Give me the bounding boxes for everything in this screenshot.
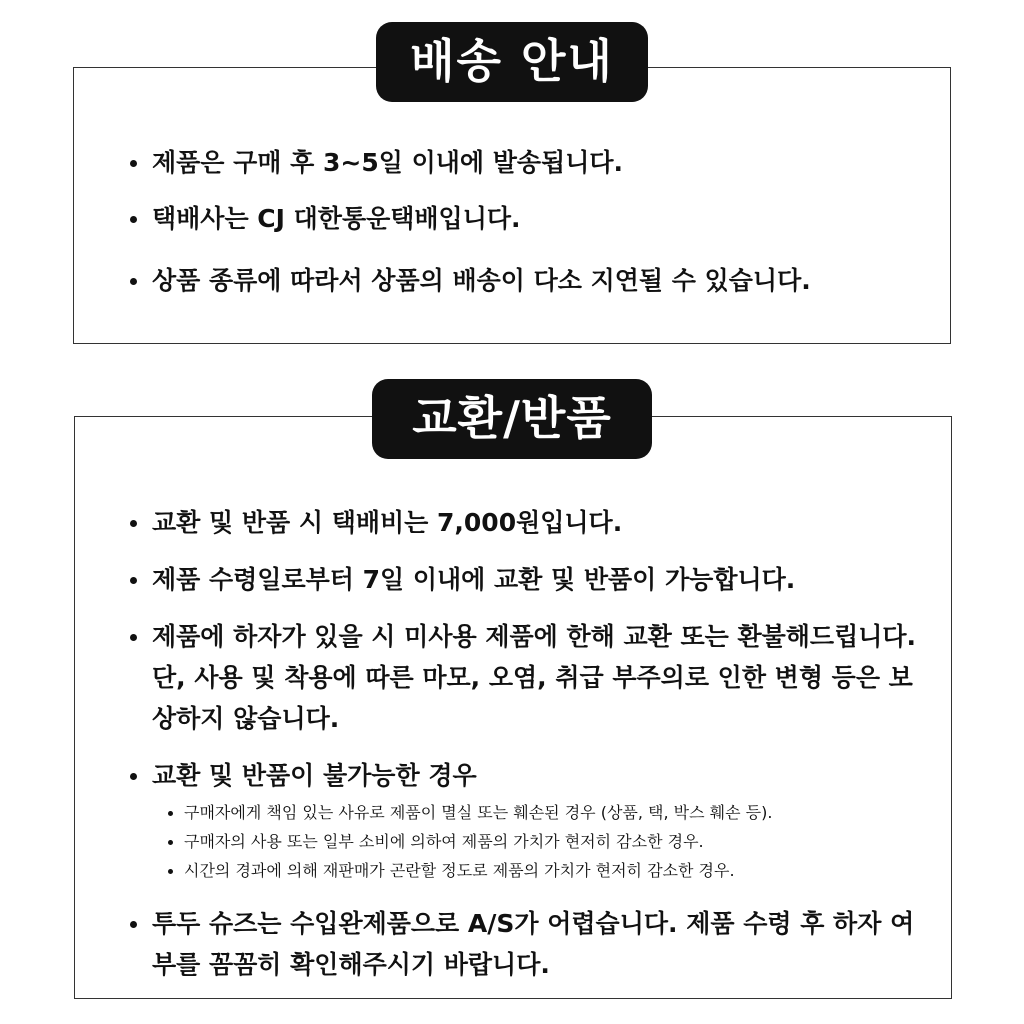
bullet-icon: [130, 216, 137, 223]
bullet-icon: [168, 811, 173, 816]
list-item: 택배사는 CJ 대한통운택배입니다.: [128, 198, 918, 239]
exchange-return-list: [128, 502, 918, 985]
list-item: 교환 및 반품이 불가능한 경우 구매자에게 책임 있는 사유로 제품이 멸실 또는 훼손된 경우 (상품, 택, 박스 훼손 등). 구매자의 사용 또는 일부 소비에 의하여 제품의 가치가 현저히 감소한 경우. 시간의 경과에 의해 재판매가 곤란할 정도로 제품의 가치가 현저히 감소한 경우.: [128, 755, 918, 885]
list-item: 상품 종류에 따라서 상품의 배송이 다소 지연될 수 있습니다.: [128, 260, 918, 301]
list-item: 제품은 구매 후 3~5일 이내에 발송됩니다.: [128, 142, 918, 183]
list-item: 구매자의 사용 또는 일부 소비에 의하여 제품의 가치가 현저히 감소한 경우.: [166, 827, 918, 856]
list-item: 교환 및 반품 시 택배비는 7,000원입니다.: [128, 502, 918, 543]
shipping-info-list: [128, 142, 918, 301]
bullet-icon: [130, 278, 137, 285]
bullet-icon: [130, 577, 137, 584]
non-returnable-cases-list: [166, 798, 918, 885]
bullet-icon: [130, 634, 137, 641]
list-item: 제품 수령일로부터 7일 이내에 교환 및 반품이 가능합니다.: [128, 559, 918, 600]
list-item: 제품에 하자가 있을 시 미사용 제품에 한해 교환 또는 환불해드립니다. 단, 사용 및 착용에 따른 마모, 오염, 취급 부주의로 인한 변형 등은 보상하지 않습니다.: [128, 616, 918, 739]
bullet-icon: [168, 869, 173, 874]
bullet-icon: [130, 773, 137, 780]
bullet-icon: [130, 520, 137, 527]
bullet-icon: [168, 840, 173, 845]
shipping-info-title: 배송 안내: [376, 22, 648, 102]
bullet-icon: [130, 921, 137, 928]
exchange-return-title: 교환/반품: [372, 379, 652, 459]
bullet-icon: [130, 160, 137, 167]
list-item: 구매자에게 책임 있는 사유로 제품이 멸실 또는 훼손된 경우 (상품, 택, 박스 훼손 등).: [166, 798, 918, 827]
list-item: 투두 슈즈는 수입완제품으로 A/S가 어렵습니다. 제품 수령 후 하자 여부를 꼼꼼히 확인해주시기 바랍니다.: [128, 903, 918, 985]
list-item: 시간의 경과에 의해 재판매가 곤란할 정도로 제품의 가치가 현저히 감소한 경우.: [166, 856, 918, 885]
